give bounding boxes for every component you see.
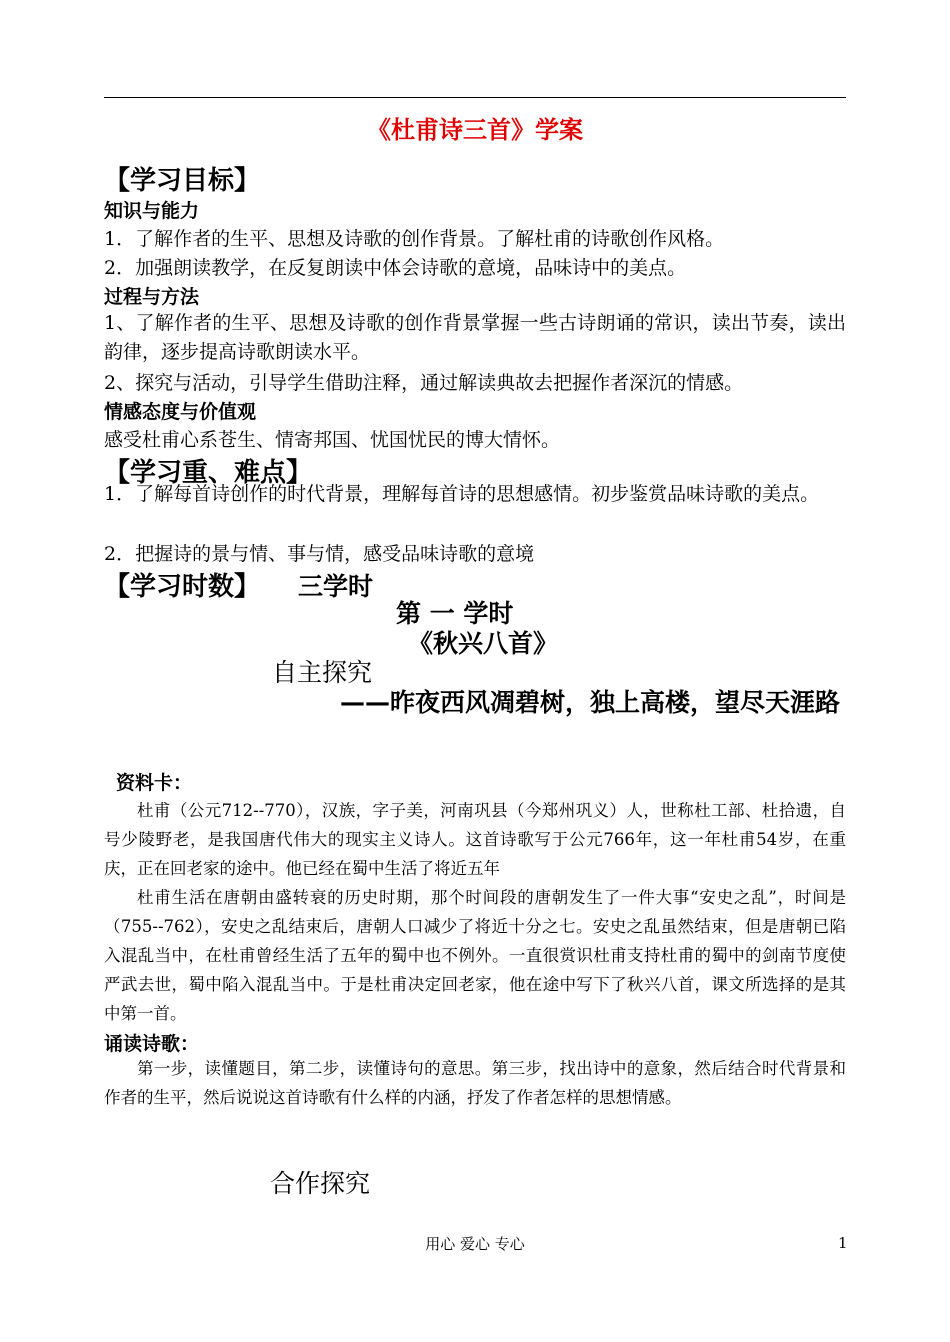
section-heading-hours: 【学习时数】 [104, 572, 261, 602]
cooperative-study-heading: 合作探究 [270, 1169, 371, 1198]
info-card-paragraph-2: 杜甫生活在唐朝由盛转衰的历史时期，那个时间段的唐朝发生了一件大事“安史之乱”，时间是（755--762），安史之乱结束后，唐朝人口减少了将近十分之七。安史之乱虽然结束，但是唐朝已陷入混乱当中，在杜甫曾经生活了五年的蜀中也不例外。一直很赏识杜甫支持杜甫的蜀中的剑南节度使严武去世，蜀中陷入混乱当中。于是杜甫决定回老家，他在途中写下了秋兴八首，课文所选择的是其中第一首。 [104, 888, 846, 1023]
header-rule [104, 97, 846, 98]
footer-text: 用心 爱心 专心 [425, 1235, 525, 1253]
goal-process-1: 1、了解作者的生平、思想及诗歌的创作背景掌握一些古诗朗诵的常识，读出节奏，读出韵律，逐步提高诗歌朗读水平。 [104, 312, 846, 363]
goal-process-2: 2、探究与活动，引导学生借助注释，通过解读典故去把握作者深沉的情感。 [104, 372, 744, 394]
section-heading-key-points: 【学习重、难点】 [104, 458, 313, 488]
key-point-2: 2．把握诗的景与情、事与情，感受品味诗歌的意境 [104, 543, 535, 565]
info-card-label: 资料卡： [116, 772, 193, 794]
goal-knowledge-2: 2．加强朗读教学，在反复朗读中体会诗歌的意境，品味诗中的美点。 [104, 257, 687, 279]
subheading-knowledge: 知识与能力 [104, 200, 200, 222]
goal-knowledge-1: 1．了解作者的生平、思想及诗歌的创作背景。了解杜甫的诗歌创作风格。 [104, 228, 725, 250]
hours-value: 三学时 [298, 572, 374, 601]
recite-paragraph: 第一步，读懂题目，第二步，读懂诗句的意思。第三步，找出诗中的意象，然后结合时代背景和作者的生平，然后说说这首诗歌有什么样的内涵，抒发了作者怎样的思想情感。 [104, 1059, 846, 1107]
lesson-heading: 第 一 学时 [396, 599, 514, 628]
poem-title: 《秋兴八首》 [408, 629, 559, 658]
recite-label: 诵读诗歌： [104, 1033, 200, 1055]
section-heading-goals: 【学习目标】 [104, 166, 261, 196]
page-number: 1 [838, 1234, 848, 1252]
self-study-heading: 自主探究 [272, 658, 373, 687]
info-card-paragraph-1: 杜甫（公元712--770），汉族，字子美，河南巩县（今郑州巩义）人，世称杜工部、杜拾遗，自号少陵野老，是我国唐代伟大的现实主义诗人。这首诗歌写于公元766年，这一年杜甫54岁，在重庆，正在回老家的途中。他已经在蜀中生活了将近五年 [104, 801, 846, 878]
document-title: 《杜甫诗三首》学案 [367, 115, 583, 144]
subheading-process: 过程与方法 [104, 286, 200, 308]
quote-line: ——昨夜西风凋碧树，独上高楼，望尽天涯路 [340, 688, 841, 717]
goal-emotion-1: 感受杜甫心系苍生、情寄邦国、忧国忧民的博大情怀。 [104, 429, 561, 451]
subheading-emotion: 情感态度与价值观 [104, 401, 257, 423]
key-point-1: 1．了解每首诗创作的时代背景，理解每首诗的思想感情。初步鉴赏品味诗歌的美点。 [104, 483, 820, 505]
